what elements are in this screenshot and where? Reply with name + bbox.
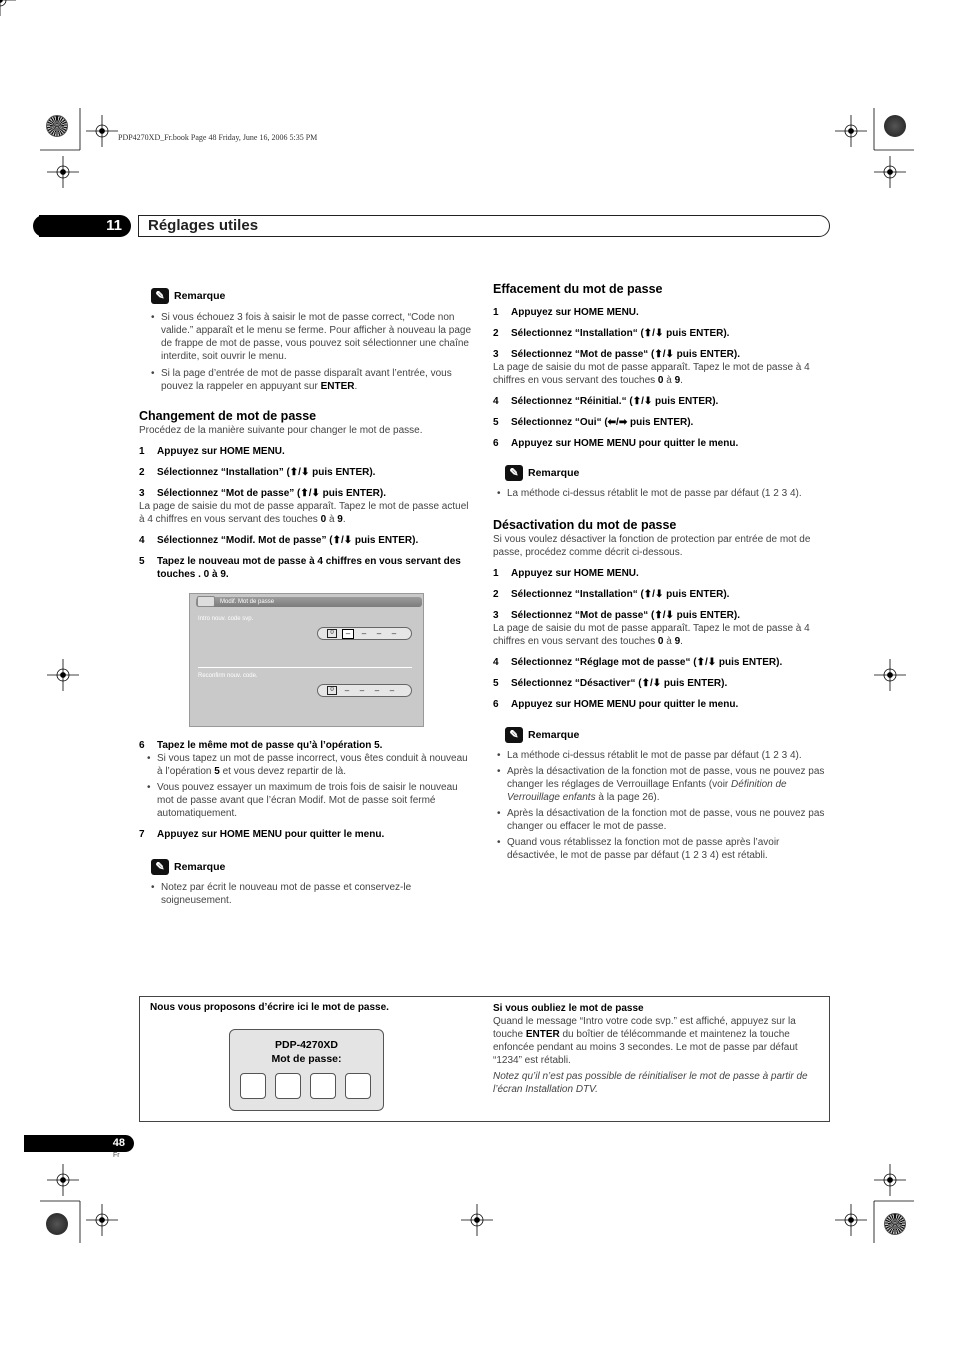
- password-digit-box: [345, 1073, 371, 1099]
- password-card: [229, 1029, 384, 1111]
- note-pencil-icon: ✎: [505, 727, 523, 743]
- password-digit-box: [275, 1073, 301, 1099]
- note-title: Remarque: [528, 466, 580, 479]
- forgot-text: Quand le message “Intro votre code svp.” est affiché, appuyez sur la touche ENTER du boîtier de télécommande et maintenez la touche enfoncée pendant au moins 3 secondes. Le mot de passe par défaut “1234” est rétabli.: [493, 1016, 798, 1066]
- step-1: 1 Appuyez sur HOME MENU.: [493, 307, 639, 318]
- step-1: 1 Appuyez sur HOME MENU.: [139, 446, 285, 457]
- note-bullet: La méthode ci-dessus rétablit le mot de passe par défaut (1 2 3 4).: [507, 750, 802, 761]
- screen-divider: [198, 667, 412, 668]
- section-disable-password: [493, 518, 830, 711]
- forgot-italic-note: Notez qu’il n’est pas possible de réinitialiser le mot de passe à partir de l’écran Installation DTV.: [493, 1071, 808, 1095]
- note-remarque-4: ✎ Remarque • La méthode ci-dessus rétablit le mot de passe par défaut (1 2 3 4). • Après la désactivation de la fonction mot de passe, vous ne pouvez pas changer les réglages de Verrouillage Enfants (voir Définition de Verrouillage enfants à la page 26). • Après la désactivation de la fonction mot de passe, vous ne pouvez pas changer ou effacer le mot de passe. • Quand vous rétablissez la fonction mot de passe après l’avoir désactivée, le mot de passe par défaut (1 2 3 4) est rétabli.: [505, 727, 830, 862]
- step-6-bullet: Vous pouvez essayer un maximum de trois fois de saisir le nouveau mot de passe avant que l’écran Modif. Mot de passe soit fermé automatiquement.: [157, 782, 458, 819]
- forgot-password-section: [493, 1002, 827, 1096]
- new-code-field: 0 – – – –: [317, 627, 412, 640]
- step-7: 7 Appuyez sur HOME MENU pour quitter le menu.: [139, 829, 385, 840]
- section-heading: Désactivation du mot de passe: [493, 518, 677, 532]
- note-bullet: Quand vous rétablissez la fonction mot de passe après l’avoir désactivée, le mot de passe par défaut (1 2 3 4) est rétabli.: [507, 837, 780, 861]
- note-bullet: Notez par écrit le nouveau mot de passe et conservez-le soigneusement.: [161, 882, 412, 906]
- step-3: 3 Sélectionnez “Mot de passe“ (⬆/⬇ puis ENTER).: [493, 610, 741, 621]
- note-bullet: La méthode ci-dessus rétablit le mot de passe par défaut (1 2 3 4).: [507, 488, 802, 499]
- note-remarque-3: ✎ Remarque • La méthode ci-dessus rétablit le mot de passe par défaut (1 2 3 4).: [497, 466, 802, 499]
- note-title: Remarque: [174, 289, 226, 302]
- step-6: 6 Tapez le même mot de passe qu’à l’opération 5.: [139, 740, 383, 751]
- step-3: 3 Sélectionnez “Mot de passe” (⬆/⬇ puis ENTER).: [139, 488, 387, 499]
- note-remarque-1: ✎ Remarque • Si vous échouez 3 fois à saisir le mot de passe correct, “Code non valide.” apparaît et le menu se ferme. Pour afficher à nouveau la page de frappe de mot de passe, vous pouvez soit sélectionner une chaîne interdite, soit ouvrir le menu. • Si la page d’entrée de mot de passe disparaît avant l’entrée, vous pouvez la rappeler en appuyant sur ENTER.: [151, 289, 472, 392]
- step-6: 6 Appuyez sur HOME MENU pour quitter le menu.: [493, 699, 739, 710]
- card-label: Mot de passe:: [271, 1053, 342, 1065]
- step-5: 5 Tapez le nouveau mot de passe à 4 chiffres en vous servant des touches . 0 à 9.: [139, 556, 461, 580]
- step-2: 2 Sélectionnez “Installation“ (⬆/⬇ puis ENTER).: [493, 589, 730, 600]
- screen-title-bar: Modif. Mot de passe: [196, 597, 422, 607]
- step-3-text: La page de saisie du mot de passe apparaît. Tapez le mot de passe actuel à 4 chiffres en vous servant des touches 0 à 9.: [139, 501, 469, 525]
- step-3-text: La page de saisie du mot de passe apparaît. Tapez le mot de passe à 4 chiffres en vous servant des touches 0 à 9.: [493, 623, 810, 647]
- chapter-number-badge: 11: [39, 215, 131, 237]
- book-info-line: PDP4270XD_Fr.book Page 48 Friday, June 16, 2006 5:35 PM: [118, 133, 318, 142]
- step-2: 2 Sélectionnez “Installation” (⬆/⬇ puis ENTER).: [139, 467, 376, 478]
- reconfirm-code-field: 0 – – – –: [317, 684, 412, 697]
- note-bullet: Après la désactivation de la fonction mot de passe, vous ne pouvez pas changer les réglages de Verrouillage Enfants (voir Définition de Verrouillage enfants à la page 26).: [507, 766, 825, 803]
- card-model: PDP-4270XD: [274, 1039, 339, 1051]
- step-5: 5 Sélectionnez “Oui“ (⬅/➡ puis ENTER).: [493, 417, 694, 428]
- page-language: Fr: [113, 1152, 120, 1159]
- step-6-bullet: Si vous tapez un mot de passe incorrect, vous êtes conduit à nouveau à l’opération 5 et vous devez repartir de là.: [157, 753, 468, 777]
- note-remarque-2: ✎ Remarque • Notez par écrit le nouveau mot de passe et conservez-le soigneusement.: [151, 859, 473, 907]
- screen-label-new-code: Intro nouv. code svp.: [198, 616, 254, 622]
- step-6: 6 Appuyez sur HOME MENU pour quitter le menu.: [493, 438, 739, 449]
- forgot-heading: Si vous oubliez le mot de passe: [493, 1003, 644, 1014]
- note-title: Remarque: [528, 728, 580, 741]
- step-4: 4 Sélectionnez “Réglage mot de passe“ (⬆/⬇ puis ENTER).: [493, 657, 783, 668]
- page-number: 48: [24, 1135, 134, 1152]
- section-erase-password: [493, 282, 830, 450]
- step-2: 2 Sélectionnez “Installation“ (⬆/⬇ puis ENTER).: [493, 328, 730, 339]
- section-heading: Changement de mot de passe: [139, 409, 317, 423]
- step-3: 3 Sélectionnez “Mot de passe“ (⬆/⬇ puis ENTER).: [493, 349, 741, 360]
- note-pencil-icon: ✎: [151, 288, 169, 304]
- note-bullet: Si vous échouez 3 fois à saisir le mot de passe correct, “Code non valide.” apparaît et le menu se ferme. Pour afficher à nouveau la page de frappe de mot de passe, vous pouvez soit sélectionner une chaîne interdite, soit ouvrir le menu.: [161, 312, 472, 362]
- step-3-text: La page de saisie du mot de passe apparaît. Tapez le mot de passe à 4 chiffres en vous servant des touches 0 à 9.: [493, 362, 810, 386]
- note-pencil-icon: ✎: [505, 465, 523, 481]
- section-intro: Procédez de la manière suivante pour changer le mot de passe.: [139, 425, 423, 436]
- note-bullet: Si la page d’entrée de mot de passe disparaît avant l’entrée, vous pouvez la rappeler en appuyant sur ENTER.: [161, 368, 452, 392]
- screen-label-reconfirm: Reconfirm nouv. code.: [198, 673, 258, 679]
- password-digit-box: [240, 1073, 266, 1099]
- section-intro: Si vous voulez désactiver la fonction de protection par entrée de mot de passe, procédez comme décrit ci-dessous.: [493, 534, 811, 558]
- tv-menu-icon: [197, 596, 215, 607]
- chapter-title: Réglages utiles: [148, 217, 259, 234]
- memo-heading: Nous vous proposons d’écrire ici le mot de passe.: [150, 1002, 389, 1013]
- step-5: 5 Sélectionnez “Désactiver“ (⬆/⬇ puis ENTER).: [493, 678, 728, 689]
- note-title: Remarque: [174, 860, 226, 873]
- note-bullet: Après la désactivation de la fonction mot de passe, vous ne pouvez pas changer ou effacer le mot de passe.: [507, 808, 825, 832]
- section-change-password-cont: 6 Tapez le même mot de passe qu’à l’opération 5. • Si vous tapez un mot de passe incorrect, vous êtes conduit à nouveau à l’opération 5 et vous devez repartir de là. • Vous pouvez essayer un maximum de trois fois de saisir le nouveau mot de passe avant que l’écran Modif. Mot de passe soit fermé automatiquement. 7 Appuyez sur HOME MENU pour quitter le menu.: [139, 739, 474, 841]
- password-screen-illustration: [189, 593, 424, 727]
- section-change-password: [139, 409, 474, 581]
- note-pencil-icon: ✎: [151, 859, 169, 875]
- step-4: 4 Sélectionnez “Réinitial.“ (⬆/⬇ puis ENTER).: [493, 396, 719, 407]
- step-4: 4 Sélectionnez “Modif. Mot de passe” (⬆/⬇ puis ENTER).: [139, 535, 419, 546]
- password-digit-box: [310, 1073, 336, 1099]
- section-heading: Effacement du mot de passe: [493, 282, 663, 296]
- step-1: 1 Appuyez sur HOME MENU.: [493, 568, 639, 579]
